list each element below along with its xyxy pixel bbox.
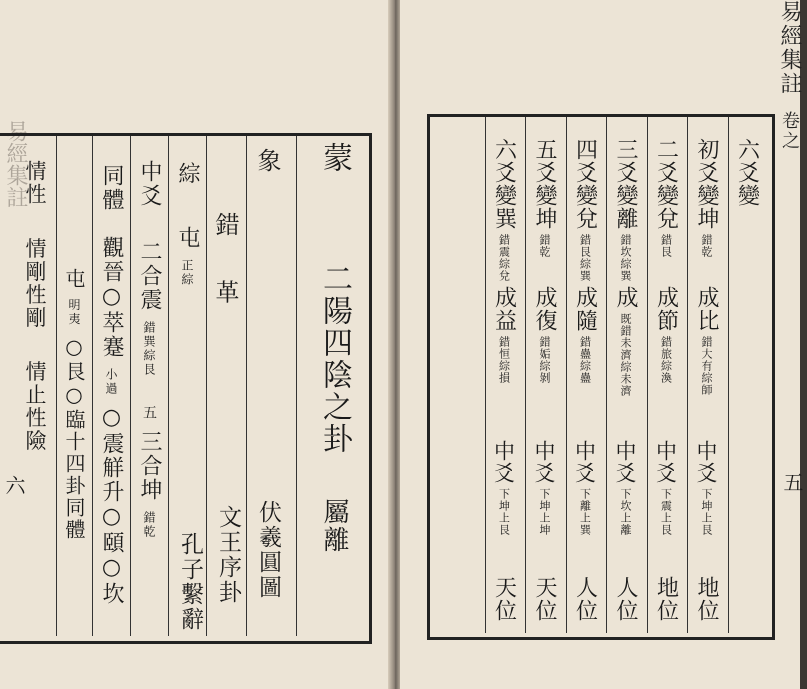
zhongyao-3: 五: [141, 405, 157, 421]
yao-result-block: [570, 286, 601, 384]
yao-column: [691, 118, 726, 630]
yao-change-block: [529, 138, 560, 258]
tongti-column: [96, 164, 127, 606]
left-rule-1: [296, 136, 297, 636]
yao-column: [570, 118, 605, 630]
right-rule: [728, 117, 729, 633]
right-rule: [687, 117, 688, 633]
yao-change-block: [610, 138, 641, 282]
yao-zhongyao-note: 下震上艮: [659, 488, 673, 536]
yao-position-block: [570, 576, 601, 622]
right-header-title: 易經集註: [777, 0, 802, 96]
yao-change-note: 錯乾: [538, 234, 551, 258]
yao-change-note: 錯艮: [659, 234, 673, 258]
yao-change-block: [651, 138, 682, 258]
hexagram-name: 蒙: [317, 142, 352, 174]
right-rule: [566, 117, 567, 633]
yao-zhongyao: 中爻: [653, 440, 678, 484]
yao-position: 地位: [653, 576, 679, 622]
zong-column: [172, 162, 203, 287]
yao-result-block: [489, 286, 520, 384]
yao-result-note: 錯旅綜渙: [659, 336, 673, 384]
yao-zhongyao-note: 下坤上艮: [700, 488, 713, 536]
yao-column: [489, 118, 524, 630]
left-rule-5: [130, 136, 131, 636]
zhongyao-2: 三合坤: [137, 430, 162, 502]
yao-change-block: [570, 138, 601, 282]
zhun-column: [60, 268, 89, 541]
yao-zhongyao-note: 下坎上離: [619, 488, 632, 536]
yao-zhongyao-block: [529, 440, 559, 536]
attr-fuxi: 伏羲圓圖: [255, 500, 281, 600]
xiang-column: [250, 148, 285, 174]
left-rule-2: [246, 136, 247, 636]
right-rule: [606, 117, 607, 633]
yao-position: 地位: [694, 576, 719, 622]
yao-result: 成隨: [572, 286, 598, 332]
hexagram-title-column: [312, 142, 356, 554]
tongti-value2: ○震觧升○頤○坎: [99, 405, 124, 606]
xiang-label: 象: [253, 148, 281, 174]
cuo-column: [208, 212, 243, 305]
yao-change: 六爻變巽: [491, 138, 517, 230]
yao-change-block: [691, 138, 722, 258]
yao-zhongyao-block: [691, 440, 721, 536]
yao-column: [529, 118, 564, 630]
zhun-label: 屯: [62, 268, 86, 290]
attr-kongzi: 孔子繫辭: [177, 532, 203, 632]
left-page-number: 六: [2, 475, 26, 497]
hexagram-category: 屬離: [319, 498, 349, 555]
yao-position: 人位: [613, 576, 638, 622]
yao-zhongyao-note: 下離上巽: [578, 488, 592, 536]
zhongyao-2-note: 錯乾: [142, 511, 156, 539]
yao-zhongyao-note: 下坤上坤: [538, 488, 551, 536]
yao-position-block: [489, 576, 520, 622]
yao-zhongyao-block: [570, 440, 600, 536]
zhongyao-column: [134, 160, 165, 539]
yao-position: 天位: [491, 576, 517, 622]
yao-result: 成比: [694, 286, 719, 332]
right-page: [400, 0, 804, 689]
tongti-note: 小過: [104, 368, 118, 396]
yao-zhongyao: 中爻: [694, 440, 718, 484]
yao-zhongyao-note: 下坤上艮: [497, 488, 511, 536]
yao-result-note: 既錯未濟綜未濟: [619, 313, 632, 397]
right-rule: [647, 117, 648, 633]
yao-change-block: [489, 138, 520, 282]
yao-change: 五爻變坤: [532, 138, 557, 230]
hexagram-symbol: [324, 190, 344, 248]
right-page-number: 五: [780, 472, 804, 494]
yao-change-note: 錯乾: [700, 234, 713, 258]
yao-result-block: [691, 286, 722, 396]
zong-note: 正綜: [180, 259, 194, 287]
yao-change: 初爻變坤: [694, 138, 719, 230]
yao-result-block: [610, 286, 641, 397]
yao-position-block: [651, 576, 682, 622]
left-header-bleed: 易經集註: [3, 120, 28, 208]
yao-position-block: [691, 576, 722, 622]
yao-column: [651, 118, 686, 630]
yao-column: [732, 118, 767, 630]
yao-zhongyao: 中爻: [532, 440, 556, 484]
cuo-value: 革: [211, 279, 239, 306]
yao-zhongyao-block: [651, 440, 681, 536]
yao-result-note: 錯蠱綜蠱: [578, 336, 592, 384]
yao-zhongyao: 中爻: [572, 440, 597, 484]
yao-result: 成復: [532, 286, 557, 332]
yao-result-block: [732, 286, 757, 290]
yao-change: 三爻變離: [613, 138, 638, 230]
yao-change-note: 錯坎綜巽: [619, 234, 632, 282]
yao-result: 成節: [653, 286, 679, 332]
left-rule-6: [92, 136, 93, 636]
yao-zhongyao: 中爻: [491, 440, 516, 484]
yao-change-block: [732, 138, 763, 211]
tongti-value: 觀晉○萃蹇: [99, 236, 124, 359]
yao-result: 成益: [491, 286, 517, 332]
yao-result-note: 錯姤綜剝: [538, 336, 551, 384]
qingxing-value2: 情止性險: [23, 360, 47, 453]
yao-result-note: 錯大有綜師: [700, 336, 713, 396]
zhongyao-1-note: 錯巽綜艮: [142, 321, 156, 377]
yao-position-block: [610, 576, 641, 622]
yao-position: 天位: [532, 576, 557, 622]
attr-wenwang: 文王序卦: [215, 505, 241, 605]
zhun-note: 明夷: [67, 298, 81, 327]
zhun-value: ○艮○臨十四卦同體: [62, 334, 86, 541]
right-rule: [525, 117, 526, 633]
right-rule: [485, 117, 486, 633]
hexagram-subtitle: 二陽四陰之卦: [317, 263, 352, 456]
yao-position-block: [529, 576, 560, 622]
yao-change-note: 錯震綜兌: [497, 234, 511, 282]
yao-change: 二爻變兌: [653, 138, 679, 230]
qingxing-value: 情剛性剛: [23, 237, 47, 330]
zong-value: 屯: [175, 226, 200, 250]
zhongyao-label: 中爻: [137, 160, 162, 208]
yao-result: 成: [613, 286, 638, 309]
zhongyao-1: 二合震: [137, 240, 162, 312]
left-rule-4: [168, 136, 169, 636]
yao-result-block: [651, 286, 682, 384]
yao-zhongyao-block: [610, 440, 640, 536]
yao-position: 人位: [572, 576, 598, 622]
tongti-label: 同體: [99, 164, 124, 212]
yao-change-note: 錯艮綜巽: [578, 234, 592, 282]
right-header: [774, 0, 805, 151]
zong-label: 綜: [175, 162, 200, 186]
yao-column: [610, 118, 645, 630]
yao-change: 四爻變兌: [572, 138, 598, 230]
yao-zhongyao-block: [732, 440, 756, 444]
yao-result-note: 錯恒綜損: [497, 336, 511, 384]
left-page: [0, 0, 392, 689]
yao-zhongyao-block: [489, 440, 519, 536]
yao-result-block: [529, 286, 560, 384]
yao-change: 六爻變: [734, 138, 760, 207]
qingxing-column: [20, 160, 50, 453]
yao-zhongyao: 中爻: [613, 440, 637, 484]
left-rule-7: [56, 136, 57, 636]
cuo-label: 錯: [211, 212, 239, 238]
qingxing-label: 情性: [23, 160, 47, 206]
right-header-vol: 卷之: [779, 111, 800, 151]
